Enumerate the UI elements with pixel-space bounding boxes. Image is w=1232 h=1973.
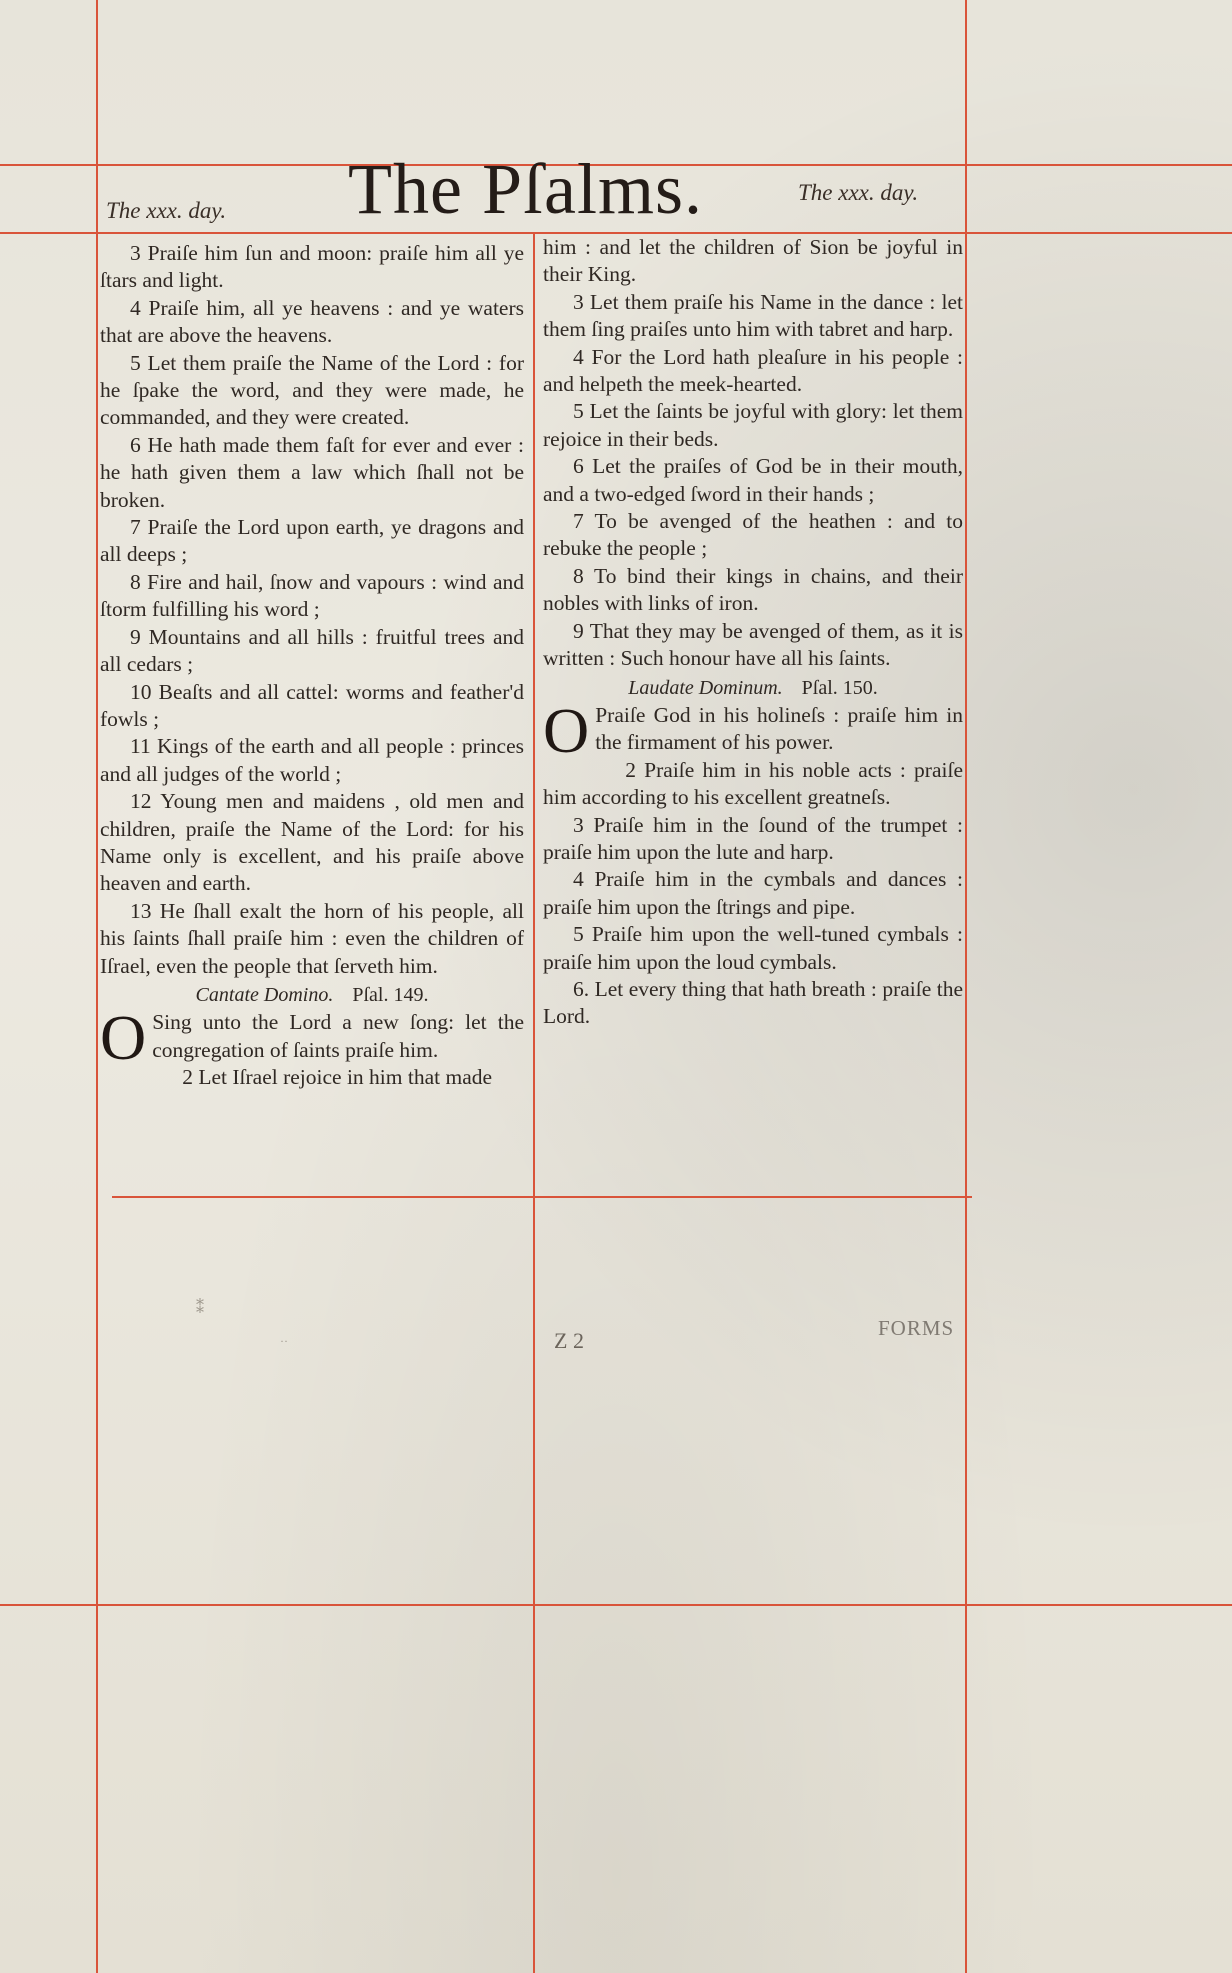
rule-left-margin xyxy=(96,0,98,1973)
verse: 6 He hath made them faſt for ever and ever : he hath given them a law which ſhall not be broken. xyxy=(100,432,524,512)
page-title: The Pſalms. xyxy=(348,149,703,229)
psalm-latin-title: Laudate Dominum. xyxy=(628,676,783,699)
drop-capital: O xyxy=(543,694,590,766)
verse: 9 That they may be avenged of them, as it is written : Such honour have all his ſaints. xyxy=(543,618,963,671)
verse: 8 To bind their kings in chains, and their nobles with links of iron. xyxy=(543,563,963,616)
signature-mark: Z 2 xyxy=(554,1328,584,1353)
verse: 10 Beaſts and all cattel: worms and feather'd fowls ; xyxy=(100,679,524,731)
verse: 4 For the Lord hath pleaſure in his people : and helpeth the meek-hearted. xyxy=(543,344,963,397)
verse: 12 Young men and maidens , old men and children, praiſe the Name of the Lord: for his Name only is excellent, and his praiſe above heaven and earth. xyxy=(100,789,524,896)
first-verse-text: Sing unto the Lord a new ſong: let the congregation of ſaints praiſe him. xyxy=(152,1010,524,1062)
psalm-number: Pſal. 149. xyxy=(352,983,429,1006)
verse: 13 He ſhall exalt the horn of his people, all his ſaints ſhall praiſe him : even the children of Iſrael, even the people that ſerveth him. xyxy=(100,898,524,978)
verse-continuation: him : and let the children of Sion be joyful in their King. xyxy=(543,235,963,287)
verse: 2 Praiſe him in his noble acts : praiſe him according to his excellent greatneſs. xyxy=(543,757,963,810)
verse: 9 Mountains and all hills : fruitful trees and all cedars ; xyxy=(100,624,524,677)
text-column-left xyxy=(100,240,524,1092)
psalm-first-verse xyxy=(543,694,963,766)
rule-column-divider xyxy=(533,232,535,1973)
verse: 5 Let the ſaints be joyful with glory: let them rejoice in their beds. xyxy=(543,399,963,451)
rule-lower xyxy=(0,1604,1232,1606)
rule-text-bottom xyxy=(112,1196,972,1198)
verse: 8 Fire and hail, ſnow and vapours : wind and ſtorm fulfilling his word ; xyxy=(100,569,524,622)
psalm-first-verse xyxy=(100,1002,524,1074)
verse: 4 Praiſe him in the cymbals and dances : praiſe him upon the ſtrings and pipe. xyxy=(543,867,963,919)
verse: 5 Praiſe him upon the well-tuned cymbals : praiſe him upon the loud cymbals. xyxy=(543,922,963,974)
running-head-right: The xxx. day. xyxy=(798,180,919,205)
verse: 7 Praiſe the Lord upon earth, ye dragons and all deeps ; xyxy=(100,515,524,567)
verse: 3 Praiſe him ſun and moon: praiſe him all ye ſtars and light. xyxy=(100,241,524,293)
text-column-right xyxy=(543,234,963,1031)
psalm-latin-title: Cantate Domino. xyxy=(195,983,334,1006)
drop-capital: O xyxy=(100,1002,147,1074)
verse: 3 Praiſe him in the ſound of the trumpet : praiſe him upon the lute and harp. xyxy=(543,812,963,864)
verse: 6. Let every thing that hath breath : praiſe the Lord. xyxy=(543,976,963,1029)
psalm-heading xyxy=(100,982,524,1009)
running-head-left: The xxx. day. xyxy=(106,198,227,223)
verse: 5 Let them praiſe the Name of the Lord : for he ſpake the word, and they were made, he commanded, and they were created. xyxy=(100,350,524,430)
verse: 6 Let the praiſes of God be in their mouth, and a two-edged ſword in their hands ; xyxy=(543,454,963,506)
verse: 3 Let them praiſe his Name in the dance : let them ſing praiſes unto him with tabret and harp. xyxy=(543,289,963,342)
psalm-number: Pſal. 150. xyxy=(801,676,878,699)
catchword: FORMS xyxy=(878,1316,955,1340)
verse: 11 Kings of the earth and all people : princes and all judges of the world ; xyxy=(100,734,524,786)
ink-mark: ⁑ xyxy=(196,1300,204,1317)
verse: 2 Let Iſrael rejoice in him that made xyxy=(182,1065,493,1090)
verse: 7 To be avenged of the heathen : and to rebuke the people ; xyxy=(543,509,963,561)
first-verse-text: Praiſe God in his holineſs : praiſe him in the firmament of his power. xyxy=(595,702,963,755)
psalm-heading xyxy=(543,675,963,702)
verse: 4 Praiſe him, all ye heavens : and ye waters that are above the heavens. xyxy=(100,295,524,348)
ink-smudge: ·· xyxy=(280,1334,288,1348)
rule-right-margin xyxy=(965,0,967,1973)
